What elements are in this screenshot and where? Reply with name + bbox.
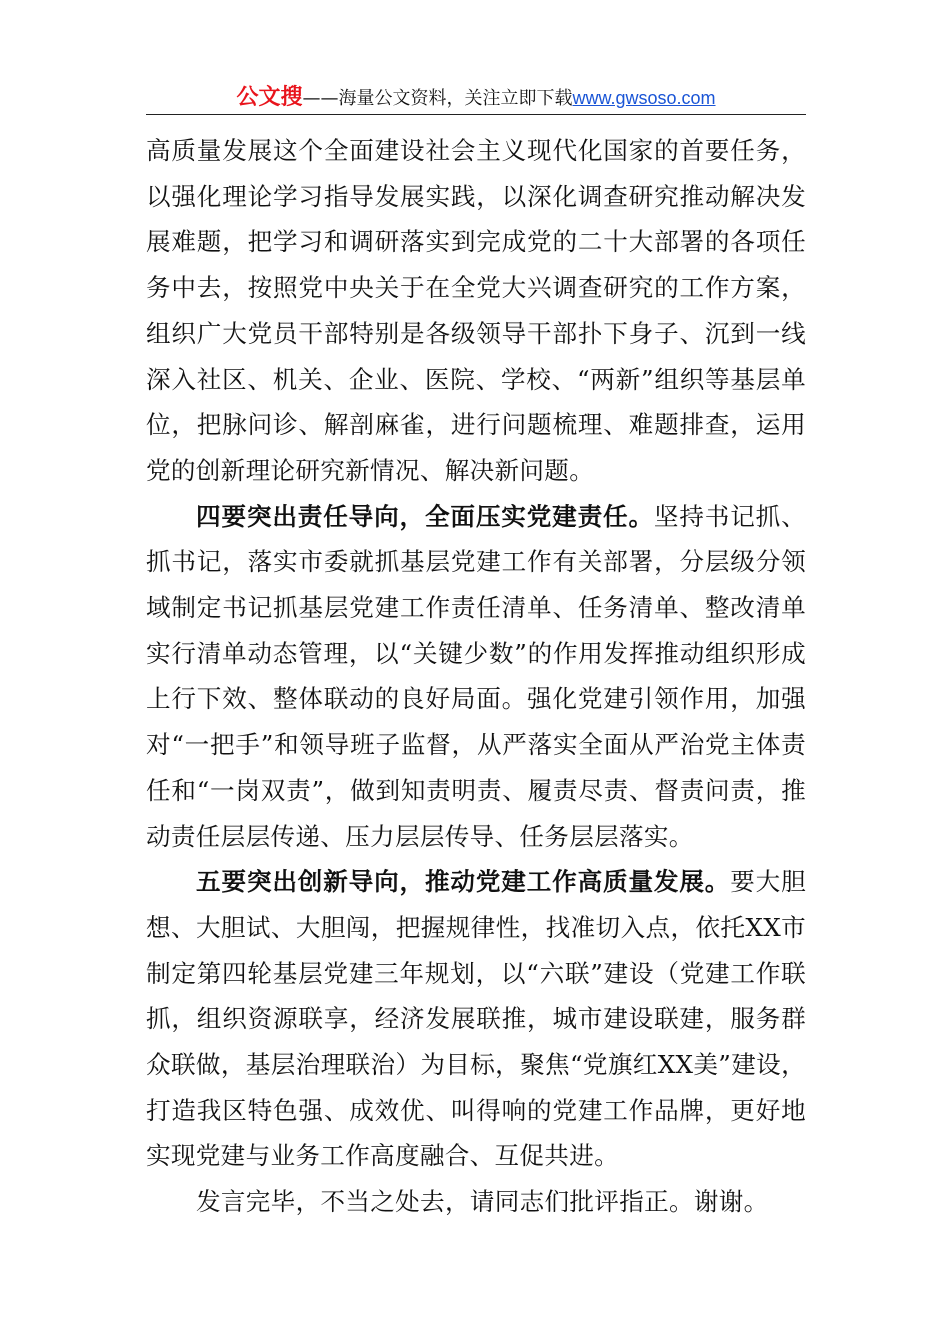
- paragraph-closing: [146, 1179, 806, 1225]
- paragraph-continuation: [146, 128, 806, 494]
- header-slogan: ——海量公文资料，关注立即下载: [302, 88, 573, 109]
- brand-logo-text: 公文搜: [236, 85, 303, 110]
- section-heading: 四要突出责任导向，全面压实党建责任。: [196, 501, 654, 531]
- paragraph-section-five: [146, 859, 806, 1179]
- paragraph-text: 要大胆想、大胆试、大胆闯，把握规律性，找准切入点，依托XX市制定第四轮基层党建三年规划，以“六联”建设（党建工作联抓，组织资源联享，经济发展联推，城市建设联建，服务群众联做，基层治理联治）为目标，聚焦“党旗红XX美”建设，打造我区特色强、成效优、叫得响的党建工作品牌，更好地实现党建与业务工作高度融合、互促共进。: [146, 867, 806, 1171]
- section-heading: 五要突出创新导向，推动党建工作高质量发展。: [196, 867, 731, 897]
- website-link[interactable]: www.gwsoso.com: [572, 88, 716, 108]
- page-header: [146, 80, 806, 115]
- document-body: [146, 128, 806, 1225]
- paragraph-section-four: [146, 494, 806, 860]
- paragraph-text: 坚持书记抓、抓书记，落实市委就抓基层党建工作有关部署，分层级分领域制定书记抓基层党建工作责任清单、任务清单、整改清单实行清单动态管理，以“关键少数”的作用发挥推动组织形成上行下效、整体联动的良好局面。强化党建引领作用，加强对“一把手”和领导班子监督，从严落实全面从严治党主体责任和“一岗双责”，做到知责明责、履责尽责、督责问责，推动责任层层传递、压力层层传导、任务层层落实。: [146, 501, 806, 851]
- paragraph-text: 高质量发展这个全面建设社会主义现代化国家的首要任务，以强化理论学习指导发展实践，以深化调查研究推动解决发展难题，把学习和调研落实到完成党的二十大部署的各项任务中去，按照党中央关于在全党大兴调查研究的工作方案，组织广大党员干部特别是各级领导干部扑下身子、沉到一线深入社区、机关、企业、医院、学校、“两新”组织等基层单位，把脉问诊、解剖麻雀，进行问题梳理、难题排查，运用党的创新理论研究新情况、解决新问题。: [146, 136, 806, 485]
- paragraph-text: 发言完毕，不当之处去，请同志们批评指正。谢谢。: [196, 1187, 769, 1217]
